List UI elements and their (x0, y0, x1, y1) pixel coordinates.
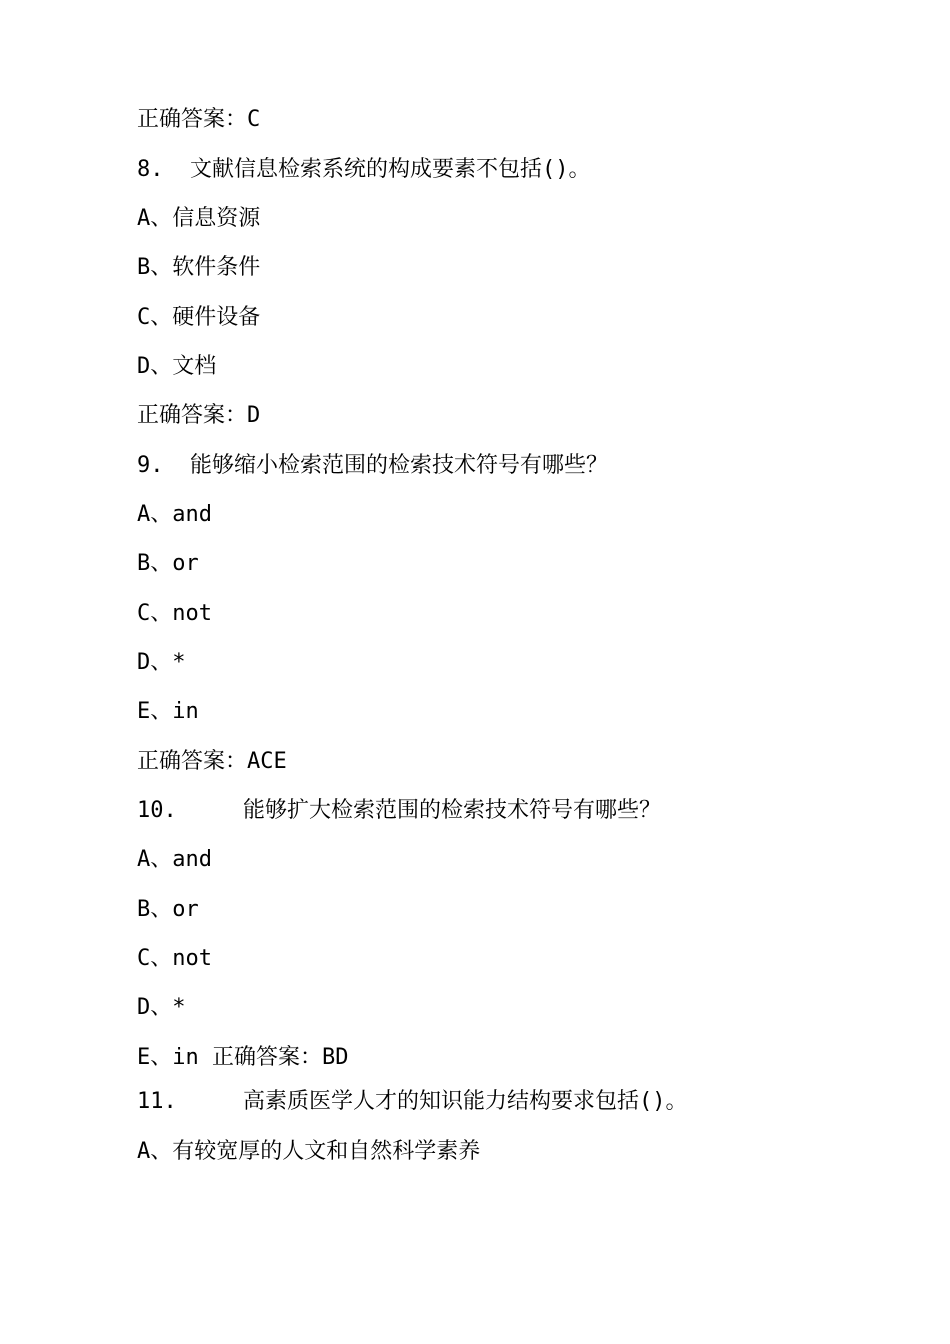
option-10d: D、* (137, 995, 186, 1020)
question-11: 11. 高素质医学人才的知识能力结构要求包括()。 (137, 1089, 688, 1114)
option-9c: C、not (137, 601, 212, 626)
option-9a: A、and (137, 502, 212, 527)
option-11a: A、有较宽厚的人文和自然科学素养 (137, 1139, 481, 1164)
option-10c: C、not (137, 946, 212, 971)
option-10b: B、or (137, 897, 199, 922)
option-9e: E、in (137, 699, 199, 724)
option-8a: A、信息资源 (137, 206, 261, 231)
question-8: 8. 文献信息检索系统的构成要素不包括()。 (137, 157, 591, 182)
answer-line-q9: 正确答案：ACE (137, 749, 287, 774)
answer-line-q7: 正确答案：C (137, 107, 261, 132)
question-9: 9. 能够缩小检索范围的检索技术符号有哪些？ (137, 453, 608, 478)
option-10a: A、and (137, 847, 212, 872)
option-8b: B、软件条件 (137, 255, 261, 280)
option-9b: B、or (137, 551, 199, 576)
option-8d: D、文档 (137, 354, 217, 379)
question-10: 10. 能够扩大检索范围的检索技术符号有哪些？ (137, 798, 661, 823)
answer-line-q8: 正确答案：D (137, 403, 261, 428)
option-10e-with-answer: E、in 正确答案：BD (137, 1045, 349, 1070)
option-8c: C、硬件设备 (137, 305, 261, 330)
option-9d: D、* (137, 650, 186, 675)
